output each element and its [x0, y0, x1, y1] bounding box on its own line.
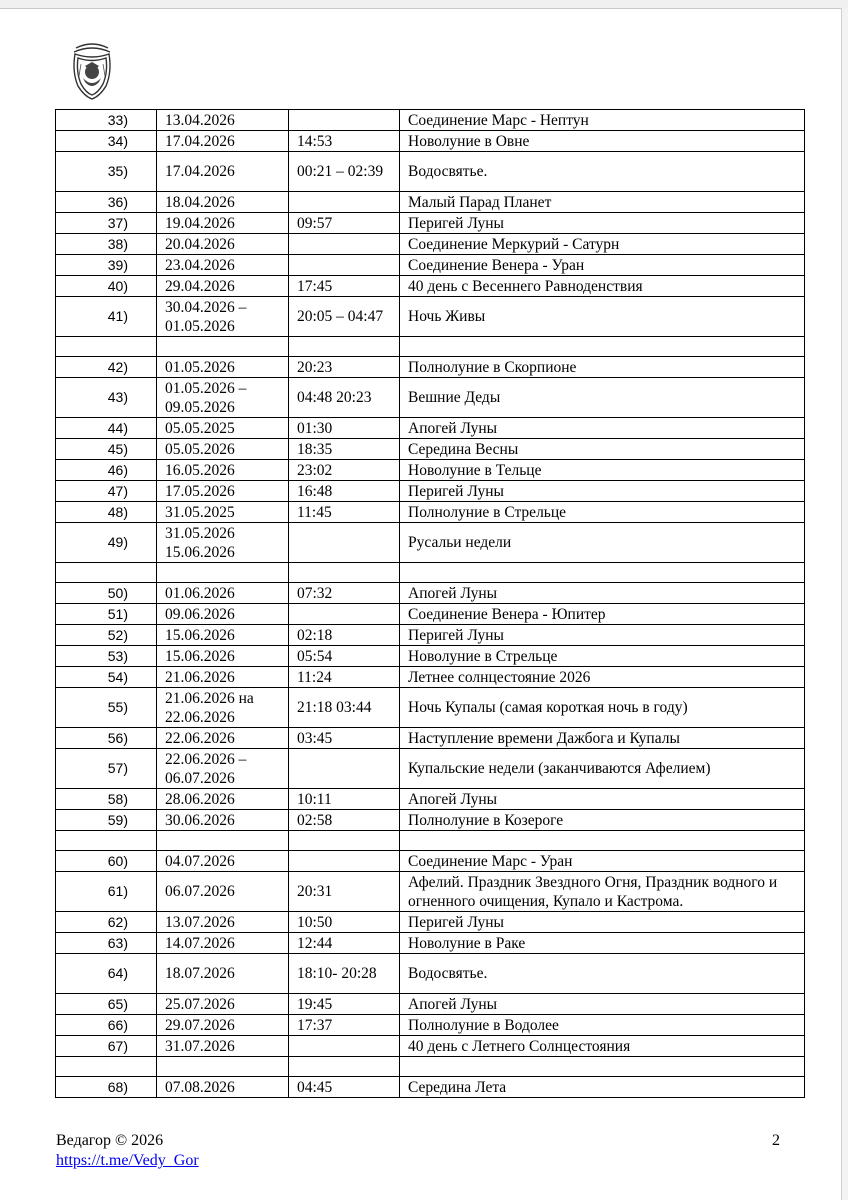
table-row — [56, 234, 805, 255]
table-row — [56, 954, 805, 994]
row-number: 68) — [56, 1077, 157, 1098]
row-time — [289, 255, 400, 276]
row-number: 35) — [56, 152, 157, 192]
viewer-scrollbar[interactable] — [841, 8, 848, 1200]
row-date: 17.04.2026 — [157, 152, 289, 192]
row-number: 58) — [56, 789, 157, 810]
row-number: 38) — [56, 234, 157, 255]
row-event: Перигей Луны — [400, 625, 805, 646]
row-event: Новолуние в Стрельце — [400, 646, 805, 667]
row-time — [289, 192, 400, 213]
row-number: 39) — [56, 255, 157, 276]
row-event: Летнее солнцестояние 2026 — [400, 667, 805, 688]
row-event: Водосвятье. — [400, 152, 805, 192]
row-event: 40 день с Летнего Солнцестояния — [400, 1036, 805, 1057]
table-row — [56, 688, 805, 728]
row-date: 31.05.2025 — [157, 502, 289, 523]
row-event: Полнолуние в Скорпионе — [400, 357, 805, 378]
table-row-spacer — [56, 563, 805, 583]
row-number: 65) — [56, 994, 157, 1015]
row-time: 11:45 — [289, 502, 400, 523]
row-event: Новолуние в Овне — [400, 131, 805, 152]
row-time: 20:23 — [289, 357, 400, 378]
row-time: 00:21 – 02:39 — [289, 152, 400, 192]
row-time: 04:48 20:23 — [289, 378, 400, 418]
row-number: 67) — [56, 1036, 157, 1057]
row-date: 17.04.2026 — [157, 131, 289, 152]
row-number: 56) — [56, 728, 157, 749]
row-number: 45) — [56, 439, 157, 460]
row-time: 17:37 — [289, 1015, 400, 1036]
table-row — [56, 789, 805, 810]
row-date: 01.05.2026 — [157, 357, 289, 378]
row-number: 40) — [56, 276, 157, 297]
row-date: 20.04.2026 — [157, 234, 289, 255]
table-row — [56, 1036, 805, 1057]
table-row — [56, 255, 805, 276]
row-number: 61) — [56, 872, 157, 912]
row-time — [289, 1036, 400, 1057]
row-event: Перигей Луны — [400, 912, 805, 933]
row-number: 36) — [56, 192, 157, 213]
row-event: Водосвятье. — [400, 954, 805, 994]
row-event: Новолуние в Раке — [400, 933, 805, 954]
table-row — [56, 502, 805, 523]
table-row — [56, 378, 805, 418]
row-date: 04.07.2026 — [157, 851, 289, 872]
row-time: 09:57 — [289, 213, 400, 234]
row-number: 55) — [56, 688, 157, 728]
row-event: Наступление времени Дажбога и Купалы — [400, 728, 805, 749]
row-event: Новолуние в Тельце — [400, 460, 805, 481]
row-number: 42) — [56, 357, 157, 378]
row-date: 15.06.2026 — [157, 625, 289, 646]
row-date: 13.07.2026 — [157, 912, 289, 933]
row-event: Вешние Деды — [400, 378, 805, 418]
row-time: 10:11 — [289, 789, 400, 810]
row-date: 31.07.2026 — [157, 1036, 289, 1057]
footer-author: Ведагор © 2026 — [56, 1132, 164, 1149]
table-row — [56, 418, 805, 439]
row-date: 06.07.2026 — [157, 872, 289, 912]
viewer-top-bar — [0, 0, 848, 9]
table-row-spacer — [56, 337, 805, 357]
row-time: 14:53 — [289, 131, 400, 152]
table-row — [56, 213, 805, 234]
row-event: Соединение Марс - Уран — [400, 851, 805, 872]
row-date: 01.06.2026 — [157, 583, 289, 604]
row-number: 46) — [56, 460, 157, 481]
row-number: 49) — [56, 523, 157, 563]
row-time: 11:24 — [289, 667, 400, 688]
row-date: 28.06.2026 — [157, 789, 289, 810]
row-event: Перигей Луны — [400, 213, 805, 234]
row-event: Перигей Луны — [400, 481, 805, 502]
row-number: 44) — [56, 418, 157, 439]
row-event: Апогей Луны — [400, 418, 805, 439]
table-row — [56, 872, 805, 912]
table-row-spacer — [56, 1057, 805, 1077]
row-number: 51) — [56, 604, 157, 625]
row-date: 05.05.2025 — [157, 418, 289, 439]
row-time: 03:45 — [289, 728, 400, 749]
table-row — [56, 625, 805, 646]
row-event: Русальи недели — [400, 523, 805, 563]
row-time — [289, 234, 400, 255]
row-time — [289, 851, 400, 872]
row-time: 07:32 — [289, 583, 400, 604]
table-row — [56, 357, 805, 378]
row-number: 66) — [56, 1015, 157, 1036]
table-row — [56, 851, 805, 872]
row-date: 18.07.2026 — [157, 954, 289, 994]
row-time: 04:45 — [289, 1077, 400, 1098]
row-event: Соединение Меркурий - Сатурн — [400, 234, 805, 255]
table-row — [56, 810, 805, 831]
row-time: 10:50 — [289, 912, 400, 933]
page-number: 2 — [772, 1132, 780, 1149]
row-date: 07.08.2026 — [157, 1077, 289, 1098]
telegram-link[interactable]: https://t.me/Vedy_Gor — [56, 1152, 199, 1169]
row-date: 19.04.2026 — [157, 213, 289, 234]
row-time: 18:10- 20:28 — [289, 954, 400, 994]
row-date: 17.05.2026 — [157, 481, 289, 502]
table-row — [56, 523, 805, 563]
row-date: 22.06.2026 — [157, 728, 289, 749]
table-row — [56, 152, 805, 192]
table-row — [56, 460, 805, 481]
row-number: 52) — [56, 625, 157, 646]
row-date: 22.06.2026 – 06.07.2026 — [157, 749, 289, 789]
row-event: Полнолуние в Козероге — [400, 810, 805, 831]
row-time: 12:44 — [289, 933, 400, 954]
row-number: 53) — [56, 646, 157, 667]
row-time: 20:05 – 04:47 — [289, 297, 400, 337]
row-number: 64) — [56, 954, 157, 994]
table-row — [56, 604, 805, 625]
row-time: 23:02 — [289, 460, 400, 481]
table-row — [56, 667, 805, 688]
row-time: 19:45 — [289, 994, 400, 1015]
row-time: 01:30 — [289, 418, 400, 439]
row-date: 30.04.2026 – 01.05.2026 — [157, 297, 289, 337]
row-number: 48) — [56, 502, 157, 523]
row-date: 30.06.2026 — [157, 810, 289, 831]
row-number: 37) — [56, 213, 157, 234]
row-date: 25.07.2026 — [157, 994, 289, 1015]
row-time: 18:35 — [289, 439, 400, 460]
table-row — [56, 583, 805, 604]
row-date: 29.07.2026 — [157, 1015, 289, 1036]
row-time: 16:48 — [289, 481, 400, 502]
row-event: Середина Весны — [400, 439, 805, 460]
row-time: 05:54 — [289, 646, 400, 667]
row-number: 50) — [56, 583, 157, 604]
row-event: Полнолуние в Стрельце — [400, 502, 805, 523]
row-time: 17:45 — [289, 276, 400, 297]
row-event: Афелий. Праздник Звездного Огня, Праздник водного и огненного очищения, Купало и Кастрома. — [400, 872, 805, 912]
row-event: Купальские недели (заканчиваются Афелием) — [400, 749, 805, 789]
row-event: Ночь Купалы (самая короткая ночь в году) — [400, 688, 805, 728]
row-time: 20:31 — [289, 872, 400, 912]
table-row — [56, 1015, 805, 1036]
row-date: 31.05.2026 15.06.2026 — [157, 523, 289, 563]
row-number: 34) — [56, 131, 157, 152]
table-row — [56, 439, 805, 460]
row-date: 18.04.2026 — [157, 192, 289, 213]
table-row — [56, 131, 805, 152]
row-date: 21.06.2026 — [157, 667, 289, 688]
row-number: 43) — [56, 378, 157, 418]
row-time: 02:18 — [289, 625, 400, 646]
row-time — [289, 604, 400, 625]
row-date: 14.07.2026 — [157, 933, 289, 954]
row-event: Апогей Луны — [400, 583, 805, 604]
table-row — [56, 297, 805, 337]
table-row — [56, 933, 805, 954]
event-schedule-table — [55, 109, 805, 1098]
row-event: Середина Лета — [400, 1077, 805, 1098]
table-row — [56, 481, 805, 502]
row-event: Соединение Венера - Юпитер — [400, 604, 805, 625]
row-date: 16.05.2026 — [157, 460, 289, 481]
row-date: 29.04.2026 — [157, 276, 289, 297]
row-event: Малый Парад Планет — [400, 192, 805, 213]
row-time — [289, 749, 400, 789]
row-event: Соединение Марс - Нептун — [400, 110, 805, 131]
row-number: 41) — [56, 297, 157, 337]
row-number: 59) — [56, 810, 157, 831]
row-time: 02:58 — [289, 810, 400, 831]
row-event: 40 день с Весеннего Равноденствия — [400, 276, 805, 297]
row-event: Апогей Луны — [400, 789, 805, 810]
table-row — [56, 192, 805, 213]
table-row — [56, 1077, 805, 1098]
table-row — [56, 646, 805, 667]
row-number: 60) — [56, 851, 157, 872]
row-date: 01.05.2026 – 09.05.2026 — [157, 378, 289, 418]
table-row — [56, 994, 805, 1015]
table-row — [56, 110, 805, 131]
row-date: 13.04.2026 — [157, 110, 289, 131]
row-event: Полнолуние в Водолее — [400, 1015, 805, 1036]
table-row — [56, 276, 805, 297]
row-time — [289, 110, 400, 131]
row-date: 09.06.2026 — [157, 604, 289, 625]
row-number: 33) — [56, 110, 157, 131]
row-time: 21:18 03:44 — [289, 688, 400, 728]
row-number: 57) — [56, 749, 157, 789]
row-date: 05.05.2026 — [157, 439, 289, 460]
table-row — [56, 749, 805, 789]
row-event: Ночь Живы — [400, 297, 805, 337]
row-date: 23.04.2026 — [157, 255, 289, 276]
table-row-spacer — [56, 831, 805, 851]
row-event: Апогей Луны — [400, 994, 805, 1015]
row-time — [289, 523, 400, 563]
table-row — [56, 728, 805, 749]
row-date: 21.06.2026 на 22.06.2026 — [157, 688, 289, 728]
table-row — [56, 912, 805, 933]
row-number: 54) — [56, 667, 157, 688]
row-event: Соединение Венера - Уран — [400, 255, 805, 276]
seal-logo-icon — [68, 42, 116, 102]
row-number: 62) — [56, 912, 157, 933]
row-number: 47) — [56, 481, 157, 502]
row-date: 15.06.2026 — [157, 646, 289, 667]
row-number: 63) — [56, 933, 157, 954]
